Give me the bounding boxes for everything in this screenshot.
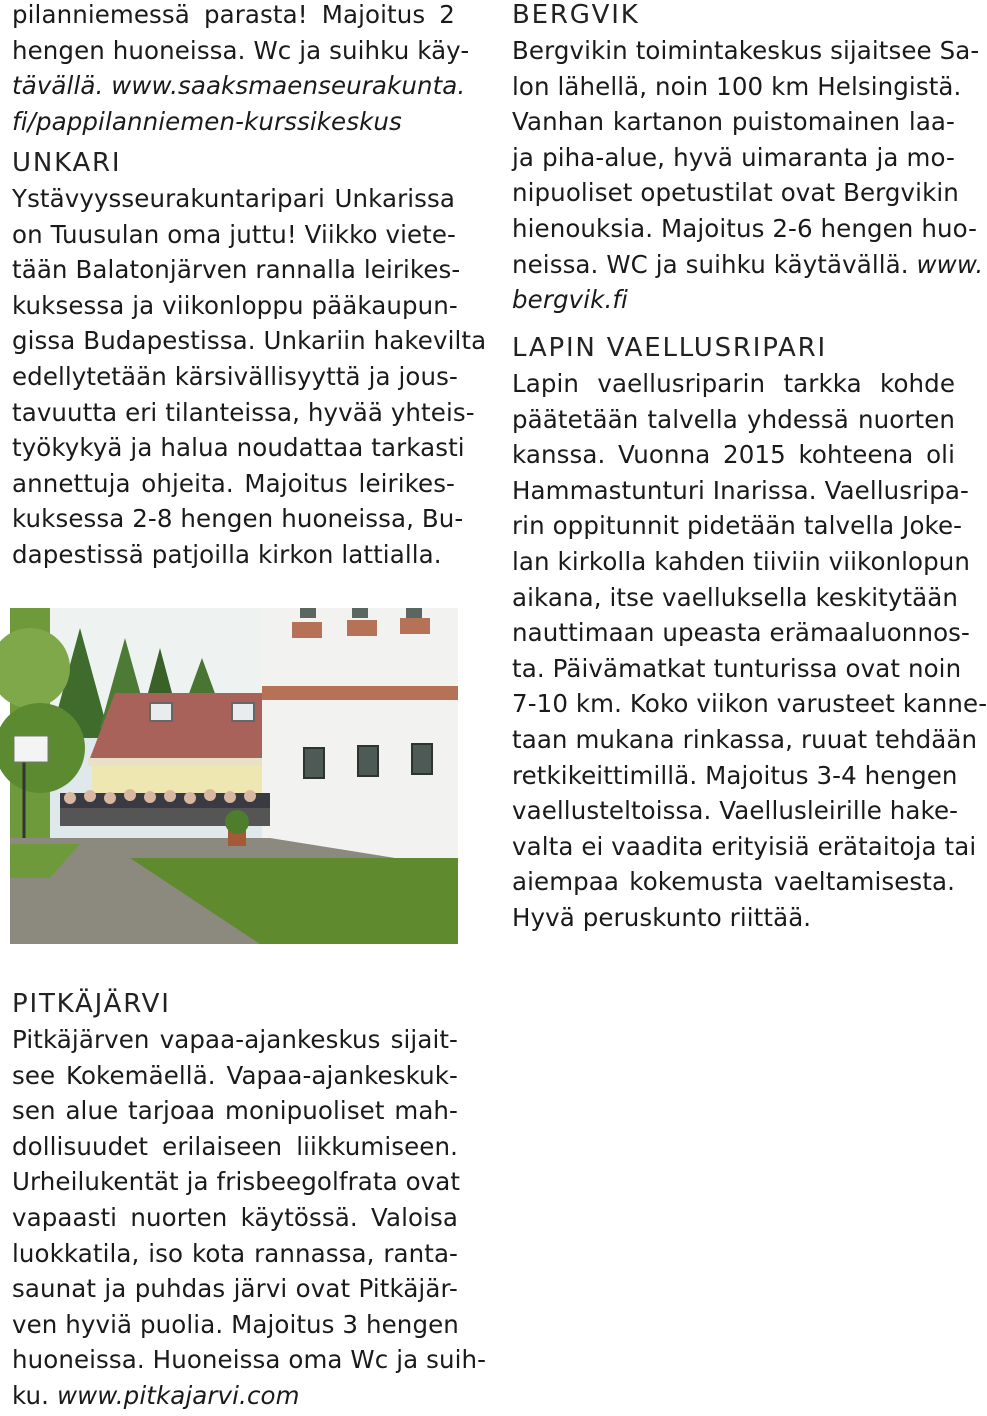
text-line: Hyvä peruskunto riittää.	[512, 902, 812, 932]
text-line: vaellusteltoissa. Vaellusleirille hake-	[512, 796, 959, 826]
text-line: kuksessa 2-8 hengen huoneissa, Bu-	[12, 504, 464, 534]
text-line: ja piha-alue, hyvä uimaranta ja mo-	[512, 142, 955, 172]
heading-lapin-vaellusripari: LAPIN VAELLUSRIPARI	[512, 333, 827, 363]
heading-pitkajarvi: PITKÄJÄRVI	[12, 989, 171, 1019]
left-intro	[12, 0, 470, 139]
text-line: Vanhan kartanon puistomainen laa-	[512, 107, 955, 137]
text-line: retkikeittimillä. Majoitus 3-4 hengen	[512, 760, 958, 790]
text-line: pilanniemessä parasta! Majoitus 2	[12, 0, 455, 29]
text-line: valta ei vaadita erityisiä erätaitoja tai	[512, 831, 977, 861]
link-saaksmaen-url[interactable]: tävällä. www.saaksmaenseurakunta.	[12, 71, 466, 101]
text-line: lon lähellä, noin 100 km Helsingistä.	[512, 71, 962, 101]
text-line	[12, 1378, 458, 1414]
section-pitkajarvi	[12, 986, 487, 1414]
text-line: edellytetään kärsivällisyyttä ja jous-	[12, 361, 458, 391]
text-line: vapaasti nuorten käytössä. Valoisa	[12, 1202, 458, 1232]
link-bergvik-url-start[interactable]: www.	[916, 249, 984, 279]
text-line: Hammastunturi Inarissa. Vaellusripa-	[512, 475, 969, 505]
text-line: ta. Päivämatkat tunturissa ovat noin	[512, 653, 962, 683]
section-lapin-vaellusripari	[512, 330, 987, 936]
text-line: työkykyä ja halua noudattaa tarkasti	[12, 433, 465, 463]
photo-illustration	[10, 608, 458, 944]
text-line: nipuoliset opetustilat ovat Bergvikin	[512, 178, 959, 208]
text-line: aiempaa kokemusta vaeltamisesta.	[512, 867, 955, 897]
text-line: hienouksia. Majoitus 2-6 hengen huo-	[512, 213, 978, 243]
text-line: ven hyviä puolia. Majoitus 3 hengen	[12, 1309, 459, 1339]
text-line: Urheilukentät ja frisbeegolfrata ovat	[12, 1167, 461, 1197]
text-line: luokkatila, iso kota rannassa, ranta-	[12, 1238, 458, 1268]
text-line: kuksessa ja viikonloppu pääkaupun-	[12, 290, 458, 320]
section-unkari	[12, 145, 487, 573]
text-line: 7-10 km. Koko viikon varusteet kanne-	[512, 689, 987, 719]
text-line: saunat ja puhdas järvi ovat Pitkäjär-	[12, 1274, 458, 1304]
text-line: päätetään talvella yhdessä nuorten	[512, 404, 955, 434]
text-line: huoneissa. Huoneissa oma Wc ja suih-	[12, 1345, 487, 1375]
text-line: taan mukana rinkassa, ruuat tehdään	[512, 724, 978, 754]
text-line: kanssa. Vuonna 2015 kohteena oli	[512, 440, 955, 470]
link-pitkajarvi-url[interactable]: www.pitkajarvi.com	[56, 1380, 300, 1410]
text-line: sen alue tarjoaa monipuoliset mah-	[12, 1096, 458, 1126]
text-line: tavuutta eri tilanteissa, hyvää yhteis-	[12, 397, 475, 427]
text-line: aikana, itse vaelluksella keskitytään	[512, 582, 959, 612]
text-line: lan kirkolla kahden tiiviin viikonlopun	[512, 546, 971, 576]
text-line: annettuja ohjeita. Majoitus leirikes-	[12, 468, 455, 498]
heading-unkari: UNKARI	[12, 148, 122, 178]
heading-bergvik: BERGVIK	[512, 0, 640, 30]
text-line: Bergvikin toimintakeskus sijaitsee Sa-	[512, 36, 980, 65]
link-pappilanniemi-url[interactable]: fi/pappilanniemen-kurssikeskus	[12, 106, 402, 136]
section-bergvik	[512, 0, 984, 318]
text-line	[512, 247, 984, 283]
text-line: see Kokemäellä. Vapaa-ajankeskuk-	[12, 1060, 458, 1090]
text-line: on Tuusulan oma juttu! Viikko viete-	[12, 219, 456, 249]
line-text: neissa. WC ja suihku käytävällä.	[512, 249, 917, 279]
text-line: tään Balatonjärven rannalla leirikes-	[12, 255, 461, 285]
text-line: Ystävyysseurakuntaripari Unkarissa	[12, 184, 455, 213]
text-line: dollisuudet erilaiseen liikkumiseen.	[12, 1131, 458, 1161]
line-text: ku.	[12, 1380, 57, 1410]
text-line: dapestissä patjoilla kirkon lattialla.	[12, 539, 442, 569]
text-line: hengen huoneissa. Wc ja suihku käy-	[12, 35, 470, 65]
text-line: gissa Budapestissa. Unkariin hakevilta	[12, 326, 487, 356]
text-line: Lapin vaellusriparin tarkka kohde	[512, 369, 955, 398]
text-line: nauttimaan upeasta erämaaluonnos-	[512, 618, 970, 648]
link-bergvik-url-end[interactable]: bergvik.fi	[512, 285, 628, 315]
text-line: Pitkäjärven vapaa-ajankeskus sijait-	[12, 1025, 458, 1054]
text-line: rin oppitunnit pidetään talvella Joke-	[512, 511, 963, 541]
camp-building-photo	[10, 608, 458, 944]
